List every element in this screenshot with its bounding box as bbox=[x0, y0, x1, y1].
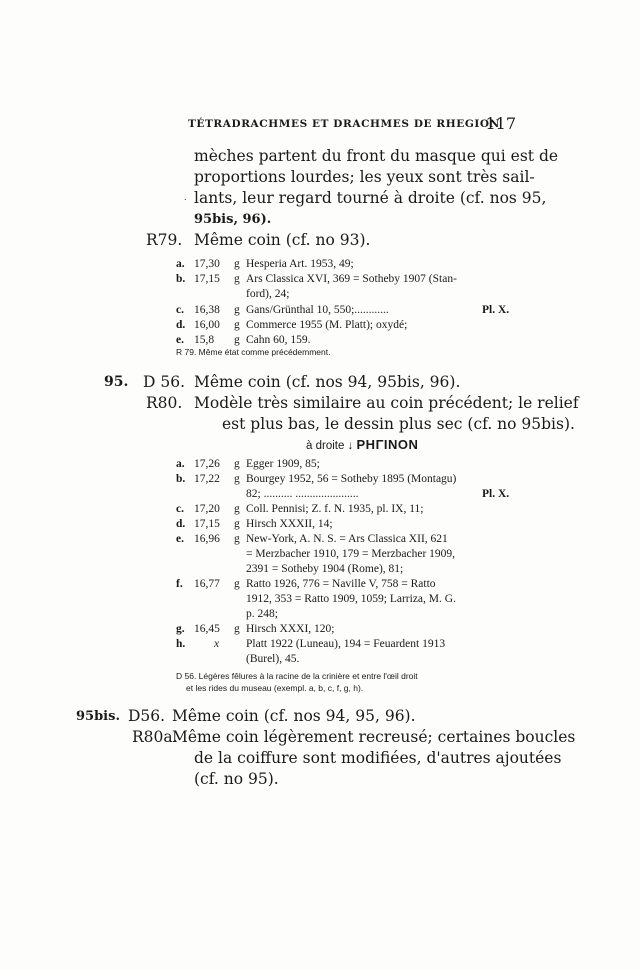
specimen-unit: g bbox=[234, 458, 240, 470]
r80a-line-1: Même coin légèrement recreusé; certaines boucles bbox=[172, 728, 576, 746]
margin-mark: . bbox=[184, 193, 187, 202]
specimen-label: b. bbox=[176, 473, 186, 485]
r79-note: R 79. Même état comme précédemment. bbox=[176, 347, 331, 357]
para-line-4: 95bis, 96). bbox=[194, 212, 272, 227]
specimen-unit: g bbox=[234, 578, 240, 590]
specimen-weight: 16,45 bbox=[194, 623, 220, 635]
r80-line-2: est plus bas, le dessin plus sec (cf. no 95bis). bbox=[222, 415, 575, 433]
specimen-label: a. bbox=[176, 458, 185, 470]
specimen-label: c. bbox=[176, 304, 184, 316]
specimen-unit: g bbox=[234, 473, 240, 485]
plate-reference: Pl. X. bbox=[482, 488, 510, 500]
specimen-reference: Bourgey 1952, 56 = Sotheby 1895 (Montagu) bbox=[246, 473, 457, 485]
r79-label: R79. bbox=[146, 231, 183, 249]
running-title: TÉTRADRACHMES ET DRACHMES DE RHEGION bbox=[188, 118, 500, 130]
r80-line-1: Modèle très similaire au coin précédent; le relief bbox=[194, 394, 579, 412]
specimen-weight: 17,20 bbox=[194, 503, 220, 515]
d56-note-line-1: D 56. Légères fêlures à la racine de la crinière et entre l'œil droit bbox=[176, 671, 418, 681]
specimen-reference-continued: 82; .......... ...................... bbox=[246, 488, 359, 500]
specimen-reference-continued: = Merzbacher 1910, 179 = Merzbacher 1909, bbox=[246, 548, 456, 560]
para-line-2: proportions lourdes; les yeux sont très sail- bbox=[194, 168, 535, 186]
specimen-unit: g bbox=[234, 304, 240, 316]
specimen-reference: New-York, A. N. S. = Ars Classica XII, 621 bbox=[246, 533, 448, 545]
specimen-label: d. bbox=[176, 518, 186, 530]
specimen-reference: Ars Classica XVI, 369 = Sotheby 1907 (Stan- bbox=[246, 273, 457, 285]
specimen-weight: 17,26 bbox=[194, 458, 220, 470]
specimen-weight: x bbox=[214, 638, 220, 650]
specimen-unit: g bbox=[234, 258, 240, 270]
specimen-unit: g bbox=[234, 273, 240, 285]
specimen-reference: Commerce 1955 (M. Platt); oxydé; bbox=[246, 319, 408, 331]
specimen-weight: 16,38 bbox=[194, 304, 220, 316]
specimen-reference: Hesperia Art. 1953, 49; bbox=[246, 258, 354, 270]
specimen-reference: Hirsch XXXII, 14; bbox=[246, 518, 333, 530]
specimen-label: g. bbox=[176, 623, 185, 635]
specimen-label: e. bbox=[176, 334, 184, 346]
d56-text: Même coin (cf. nos 94, 95bis, 96). bbox=[194, 373, 461, 391]
specimen-reference-continued: p. 248; bbox=[246, 608, 278, 620]
specimen-reference-continued: ford), 24; bbox=[246, 288, 290, 300]
d56b-label: D56. bbox=[128, 707, 166, 725]
legend-direction: à droite ↓ bbox=[306, 440, 354, 452]
specimen-reference: Gans/Grünthal 10, 550;............ bbox=[246, 304, 389, 316]
specimen-reference-continued: 2391 = Sotheby 1904 (Rome), 81; bbox=[246, 563, 404, 575]
specimen-label: e. bbox=[176, 533, 184, 545]
specimen-weight: 17,15 bbox=[194, 273, 220, 285]
d56-label: D 56. bbox=[143, 373, 186, 391]
specimen-label: h. bbox=[176, 638, 186, 650]
r80a-label: R80a. bbox=[132, 728, 178, 746]
specimen-unit: g bbox=[234, 503, 240, 515]
running-header bbox=[188, 114, 516, 133]
para-line-1: mèches partent du front du masque qui est de bbox=[194, 147, 559, 165]
specimen-label: a. bbox=[176, 258, 185, 270]
specimen-weight: 17,30 bbox=[194, 258, 220, 270]
r80a-line-2: de la coiffure sont modifiées, d'autres ajoutées bbox=[194, 749, 562, 767]
page-number: 117 bbox=[485, 114, 516, 133]
specimen-weight: 16,96 bbox=[194, 533, 220, 545]
specimen-weight: 16,00 bbox=[194, 319, 220, 331]
specimen-reference: Ratto 1926, 776 = Naville V, 758 = Ratto bbox=[246, 578, 436, 590]
specimen-weight: 15,8 bbox=[194, 334, 215, 346]
legend-greek: PHΓINON bbox=[356, 437, 419, 452]
specimen-label: f. bbox=[176, 578, 183, 590]
specimen-label: c. bbox=[176, 503, 184, 515]
d56-note-line-2: et les rides du museau (exempl. a, b, c, f, g, h). bbox=[186, 683, 364, 693]
specimen-unit: g bbox=[234, 623, 240, 635]
specimen-unit: g bbox=[234, 518, 240, 530]
specimen-label: b. bbox=[176, 273, 186, 285]
d56b-text: Même coin (cf. nos 94, 95, 96). bbox=[172, 707, 416, 725]
plate-reference: Pl. X. bbox=[482, 304, 510, 316]
specimen-label: d. bbox=[176, 319, 186, 331]
entry-number-95bis: 95bis. bbox=[76, 709, 120, 724]
specimen-reference: Egger 1909, 85; bbox=[246, 458, 320, 470]
specimen-reference: Coll. Pennisi; Z. f. N. 1935, pl. IX, 11; bbox=[246, 503, 424, 515]
specimen-reference-continued: (Burel), 45. bbox=[246, 653, 300, 665]
specimen-unit: g bbox=[234, 334, 240, 346]
specimen-reference: Cahn 60, 159. bbox=[246, 334, 311, 346]
specimen-weight: 17,15 bbox=[194, 518, 220, 530]
specimen-reference: Platt 1922 (Luneau), 194 = Feuardent 1913 bbox=[246, 638, 446, 650]
specimen-weight: 17,22 bbox=[194, 473, 220, 485]
r79-text: Même coin (cf. no 93). bbox=[194, 231, 371, 249]
specimen-unit: g bbox=[234, 319, 240, 331]
r80a-line-3: (cf. no 95). bbox=[194, 770, 279, 788]
specimen-weight: 16,77 bbox=[194, 578, 220, 590]
specimen-reference: Hirsch XXXI, 120; bbox=[246, 623, 335, 635]
r80-label: R80. bbox=[146, 394, 183, 412]
specimen-reference-continued: 1912, 353 = Ratto 1909, 1059; Larriza, M. G. bbox=[246, 593, 456, 605]
specimen-unit: g bbox=[234, 533, 240, 545]
entry-number-95: 95. bbox=[104, 374, 129, 390]
para-line-3: lants, leur regard tourné à droite (cf. nos 95, bbox=[194, 189, 547, 207]
coin-legend bbox=[306, 437, 418, 452]
